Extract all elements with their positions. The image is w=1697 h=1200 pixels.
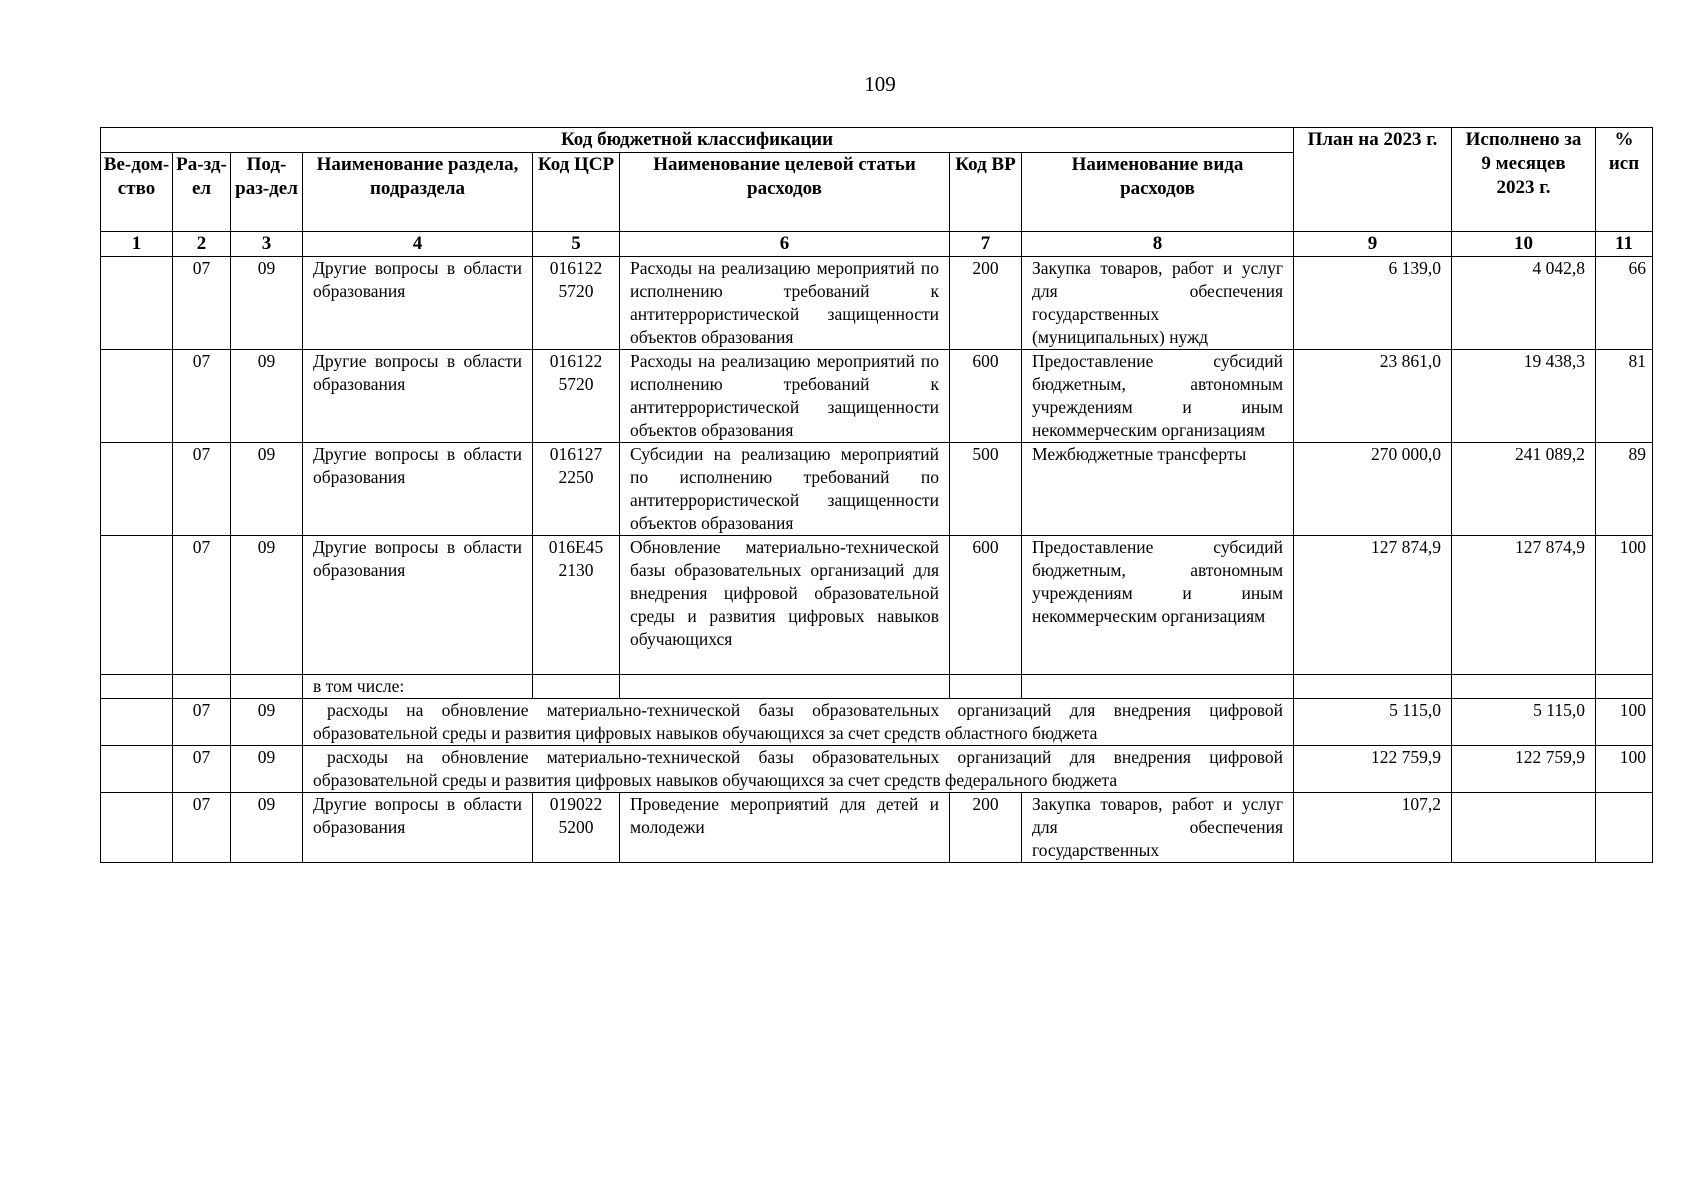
table-row xyxy=(101,536,1653,675)
table-row xyxy=(101,350,1653,443)
col-csr-header: Код ЦСР xyxy=(533,153,620,232)
pct-cell: 89 xyxy=(1596,443,1653,536)
vr-cell: 600 xyxy=(950,536,1022,675)
done-cell: 4 042,8 xyxy=(1452,257,1596,350)
razdel-cell: 07 xyxy=(173,699,231,746)
plan-cell: 6 139,0 xyxy=(1294,257,1452,350)
razdel-cell: 07 xyxy=(173,746,231,793)
pct-cell: 100 xyxy=(1596,746,1653,793)
razdel-cell: 07 xyxy=(173,257,231,350)
col-done-header: Исполнено за 9 месяцев 2023 г. xyxy=(1452,128,1596,232)
target-name-cell: Обновление материально-технической базы образовательных организаций для внедрения цифровой образовательной среды и развития цифровых навыков обучающихся xyxy=(620,536,950,675)
vr-cell: 500 xyxy=(950,443,1022,536)
type-name-cell: Предоставление субсидий бюджетным, автономным учреждениям и иным некоммерческим организациям xyxy=(1022,536,1294,675)
podrazdel-cell: 09 xyxy=(231,699,303,746)
target-name-cell: Расходы на реализацию мероприятий по исполнению требований к антитеррористической защищенности объектов образования xyxy=(620,350,950,443)
vedomstvo-cell xyxy=(101,793,173,863)
razdel-cell: 07 xyxy=(173,536,231,675)
section-name-cell: Другие вопросы в области образования xyxy=(303,793,533,863)
type-name-cell: Закупка товаров, работ и услуг для обеспечения государственных xyxy=(1022,793,1294,863)
vr-cell: 200 xyxy=(950,257,1022,350)
vr-cell: 600 xyxy=(950,350,1022,443)
plan-cell: 23 861,0 xyxy=(1294,350,1452,443)
csr-cell: 016E45 2130 xyxy=(533,536,620,675)
podrazdel-cell: 09 xyxy=(231,536,303,675)
budget-table xyxy=(100,127,1653,863)
page-number: 109 xyxy=(864,72,896,96)
column-number: 6 xyxy=(620,232,950,257)
sub-row-text: расходы на обновление материально-технической базы образовательных организаций для внедрения цифровой образовательной среды и развития цифровых навыков обучающихся за счет средств областного бюджета xyxy=(313,700,1284,743)
pct-cell: 100 xyxy=(1596,699,1653,746)
table-row xyxy=(101,257,1653,350)
vedomstvo-cell xyxy=(101,257,173,350)
column-number: 7 xyxy=(950,232,1022,257)
col-target-name-header: Наименование целевой статьи расходов xyxy=(620,153,950,232)
csr-cell: 019022 5200 xyxy=(533,793,620,863)
pct-cell xyxy=(1596,793,1653,863)
plan-cell: 5 115,0 xyxy=(1294,699,1452,746)
podrazdel-cell: 09 xyxy=(231,257,303,350)
csr-cell: 016122 5720 xyxy=(533,257,620,350)
table-row xyxy=(101,746,1653,793)
section-name-cell: Другие вопросы в области образования xyxy=(303,536,533,675)
target-name-cell: Проведение мероприятий для детей и молодежи xyxy=(620,793,950,863)
column-number: 8 xyxy=(1022,232,1294,257)
section-name-cell: Другие вопросы в области образования xyxy=(303,257,533,350)
column-number: 2 xyxy=(173,232,231,257)
csr-cell: 016127 2250 xyxy=(533,443,620,536)
plan-cell: 107,2 xyxy=(1294,793,1452,863)
pct-cell: 100 xyxy=(1596,536,1653,675)
column-number: 1 xyxy=(101,232,173,257)
type-name-cell: Предоставление субсидий бюджетным, автономным учреждениям и иным некоммерческим организациям xyxy=(1022,350,1294,443)
type-name-cell: Закупка товаров, работ и услуг для обеспечения государственных (муниципальных) нужд xyxy=(1022,257,1294,350)
done-cell: 122 759,9 xyxy=(1452,746,1596,793)
podrazdel-cell: 09 xyxy=(231,746,303,793)
podrazdel-cell: 09 xyxy=(231,793,303,863)
sub-row-description xyxy=(303,746,1294,793)
podrazdel-cell: 09 xyxy=(231,350,303,443)
section-name-cell: Другие вопросы в области образования xyxy=(303,350,533,443)
col-vedomstvo-header: Ве-дом-ство xyxy=(101,153,173,232)
razdel-cell: 07 xyxy=(173,443,231,536)
column-number: 3 xyxy=(231,232,303,257)
column-number: 11 xyxy=(1596,232,1653,257)
pct-cell: 81 xyxy=(1596,350,1653,443)
including-label: в том числе: xyxy=(303,675,533,699)
done-cell: 127 874,9 xyxy=(1452,536,1596,675)
done-cell xyxy=(1452,793,1596,863)
pct-cell: 66 xyxy=(1596,257,1653,350)
vedomstvo-cell xyxy=(101,536,173,675)
vedomstvo-cell xyxy=(101,350,173,443)
plan-cell: 127 874,9 xyxy=(1294,536,1452,675)
col-type-name-header: Наименование вида расходов xyxy=(1022,153,1294,232)
type-name-cell: Межбюджетные трансферты xyxy=(1022,443,1294,536)
done-cell: 241 089,2 xyxy=(1452,443,1596,536)
sub-row-description xyxy=(303,699,1294,746)
table-row xyxy=(101,699,1653,746)
col-pct-header: % исп xyxy=(1596,128,1653,232)
col-vr-header: Код ВР xyxy=(950,153,1022,232)
including-row xyxy=(101,675,1653,699)
header-group-row xyxy=(101,128,1653,153)
podrazdel-cell: 09 xyxy=(231,443,303,536)
column-number: 9 xyxy=(1294,232,1452,257)
col-section-name-header: Наименование раздела, подраздела xyxy=(303,153,533,232)
done-cell: 19 438,3 xyxy=(1452,350,1596,443)
col-razdel-header: Ра-зд-ел xyxy=(173,153,231,232)
column-number: 5 xyxy=(533,232,620,257)
target-name-cell: Расходы на реализацию мероприятий по исполнению требований к антитеррористической защищенности объектов образования xyxy=(620,257,950,350)
table-row xyxy=(101,443,1653,536)
razdel-cell: 07 xyxy=(173,350,231,443)
col-podrazdel-header: Под-раз-дел xyxy=(231,153,303,232)
razdel-cell: 07 xyxy=(173,793,231,863)
target-name-cell: Субсидии на реализацию мероприятий по исполнению требований по антитеррористической защищенности объектов образования xyxy=(620,443,950,536)
vr-cell: 200 xyxy=(950,793,1022,863)
col-plan-header: План на 2023 г. xyxy=(1294,128,1452,232)
column-number: 10 xyxy=(1452,232,1596,257)
column-numbers-row xyxy=(101,232,1653,257)
done-cell: 5 115,0 xyxy=(1452,699,1596,746)
sub-row-text: расходы на обновление материально-технической базы образовательных организаций для внедрения цифровой образовательной среды и развития цифровых навыков обучающихся за счет средств федерального бюджета xyxy=(313,747,1284,790)
plan-cell: 270 000,0 xyxy=(1294,443,1452,536)
vedomstvo-cell xyxy=(101,443,173,536)
section-name-cell: Другие вопросы в области образования xyxy=(303,443,533,536)
table-row xyxy=(101,793,1653,863)
csr-cell: 016122 5720 xyxy=(533,350,620,443)
column-number: 4 xyxy=(303,232,533,257)
budget-classification-header: Код бюджетной классификации xyxy=(101,128,1294,153)
plan-cell: 122 759,9 xyxy=(1294,746,1452,793)
